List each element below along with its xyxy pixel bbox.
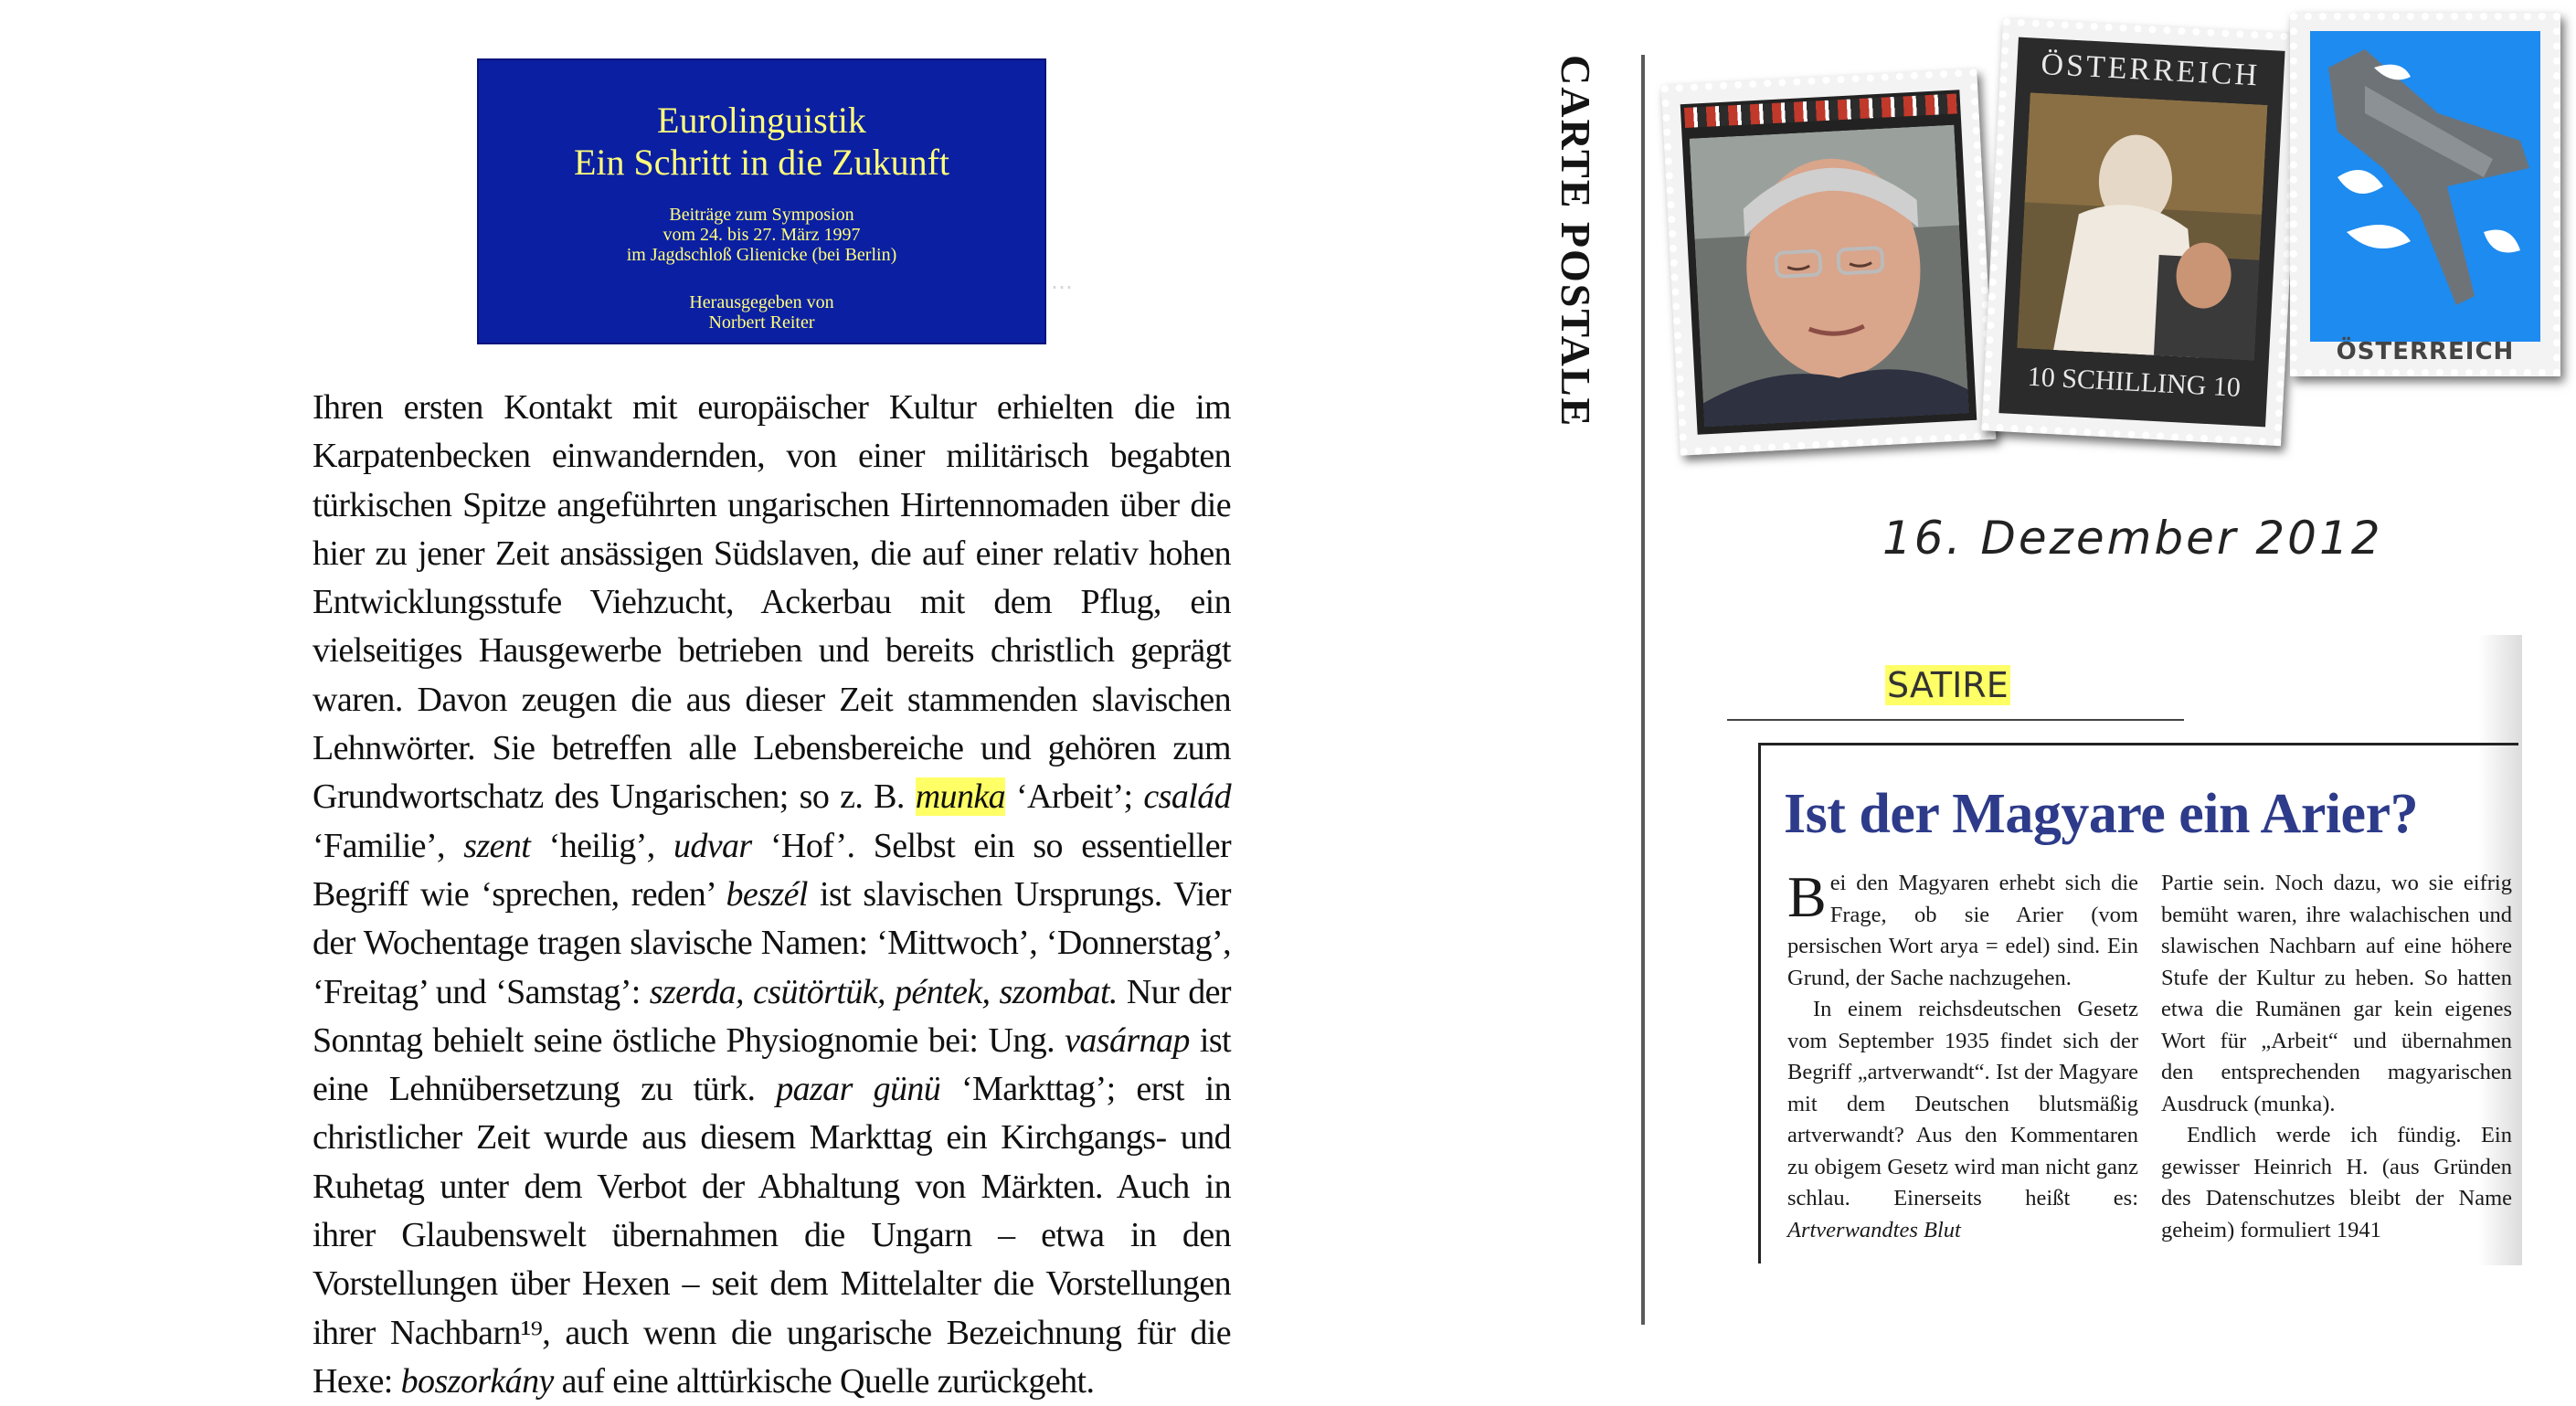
scan-artifact: ⋯	[1051, 276, 1073, 300]
stamp-oesterreich-jet	[2290, 13, 2560, 376]
book-cover	[477, 58, 1046, 344]
cover-editor-line1: Herausgegeben von	[689, 292, 834, 312]
stamp2-value: 10 SCHILLING 10	[2027, 361, 2242, 403]
stamp-oesterreich-10	[1981, 18, 2302, 447]
cover-editor-line2: Norbert Reiter	[708, 312, 815, 333]
carte-postale-label: CARTE POSTALE	[1553, 55, 1599, 428]
article-column-1: Bei den Magyaren erhebt sich die Frage, ob sie Arier (vom persischen Wort arya = edel) sind. Ein Grund, der Sache nachzugehen. In einem reichsdeutschen Gesetz vom September 1935 findet sich der Begriff „artverwandt“. Ist der Magyare mit dem Deutschen blutsmäßig artverwandt? Aus den Kommentaren zu obigem Gesetz wird man nicht ganz schlau. Einerseits heißt es: Artverwandtes Blut	[1787, 864, 2138, 1242]
cover-subtitle-line1: Beiträge zum Symposion	[669, 205, 854, 225]
section-rule	[1727, 719, 2184, 721]
article-headline: Ist der Magyare ein Arier?	[1784, 783, 2419, 845]
cover-title-line2: Ein Schritt in die Zukunft	[573, 142, 950, 183]
postcard-date: 16. Dezember 2012	[1882, 512, 2383, 565]
article-box-left	[1758, 743, 1761, 1263]
postcard-divider	[1641, 55, 1645, 1325]
cover-title-line1: Eurolinguistik	[657, 100, 866, 141]
cover-subtitle-line2: vom 24. bis 27. März 1997	[663, 225, 861, 245]
article-column-2: Partie sein. Noch dazu, wo sie eifrig bemüht waren, ihre walachischen und slawischen Nachbarn auf eine höhere Stufe der Kultur zu heben. So hatten etwa die Rumänen gar kein eigenes Wort für „Arbeit“ und übernahmen den entsprechenden magyarischen Ausdruck (munka). Endlich werde ich fündig. Ein gewisser Heinrich H. (aus Gründen des Datenschutzes bleibt der Name geheim) formuliert 1941	[2161, 871, 2512, 1242]
book-page-text: Ihren ersten Kontakt mit europäischer Kultur erhielten die im Karpatenbecken einwandernden, von einer militärisch begabten türkischen Spitze angeführten ungarischen Hirtennomaden über die hier zu jener Zeit ansässigen Südslaven, die auf einer relativ hohen Entwicklungsstufe Viehzucht, Ackerbau mit dem Pflug, ein vielseitiges Hausgewerbe betrieben und bereits christlich geprägt waren. Davon zeugen die aus dieser Zeit stammenden slavischen Lehnwörter. Sie betreffen alle Lebensbereiche und gehören zum Grundwortschatz des Ungarischen; so z. B. munka ‘Arbeit’; család ‘Familie’, szent ‘heilig’, udvar ‘Hof’. Selbst ein so essentieller Begriff wie ‘sprechen, reden’ beszél ist slavischen Ursprungs. Vier der Wochentage tragen slavische Namen: ‘Mittwoch’, ‘Donnerstag’, ‘Freitag’ und ‘Samstag’: szerda, csütörtük, péntek, szombat. Nur der Sonntag behielt seine östliche Physiognomie bei: Ung. vasárnap ist eine Lehnübersetzung zu türk. pazar günü ‘Markttag’; erst in christlicher Zeit wurde aus diesem Markttag ein Kirchgangs- und Ruhetag unter dem Verbot der Abhaltung von Märkten. Auch in ihrer Glaubenswelt übernahmen die Ungarn – etwa in den Vorstellungen über Hexen – seit dem Mittelalter die Vorstellungen ihrer Nachbarn¹⁹, auch wenn die ungarische Bezeichnung für die Hexe: boszorkány auf eine alttürkische Quelle zurückgeht.	[313, 388, 1232, 1401]
stamp3-title: ÖSTERREICH	[2336, 338, 2515, 365]
stamp2-title: ÖSTERREICH	[2040, 47, 2261, 93]
drop-cap: B	[1787, 864, 1827, 929]
portrait-photo	[1690, 125, 1969, 428]
section-label-satire: SATIRE	[1887, 665, 2009, 705]
article-box-top	[1760, 743, 2518, 745]
stamp-portrait	[1661, 69, 1997, 456]
cover-subtitle-line3: im Jagdschloß Glienicke (bei Berlin)	[626, 245, 897, 265]
stamp2-photo	[2017, 92, 2267, 360]
highlight-munka: munka	[915, 777, 1006, 817]
jet-image	[2310, 31, 2540, 342]
